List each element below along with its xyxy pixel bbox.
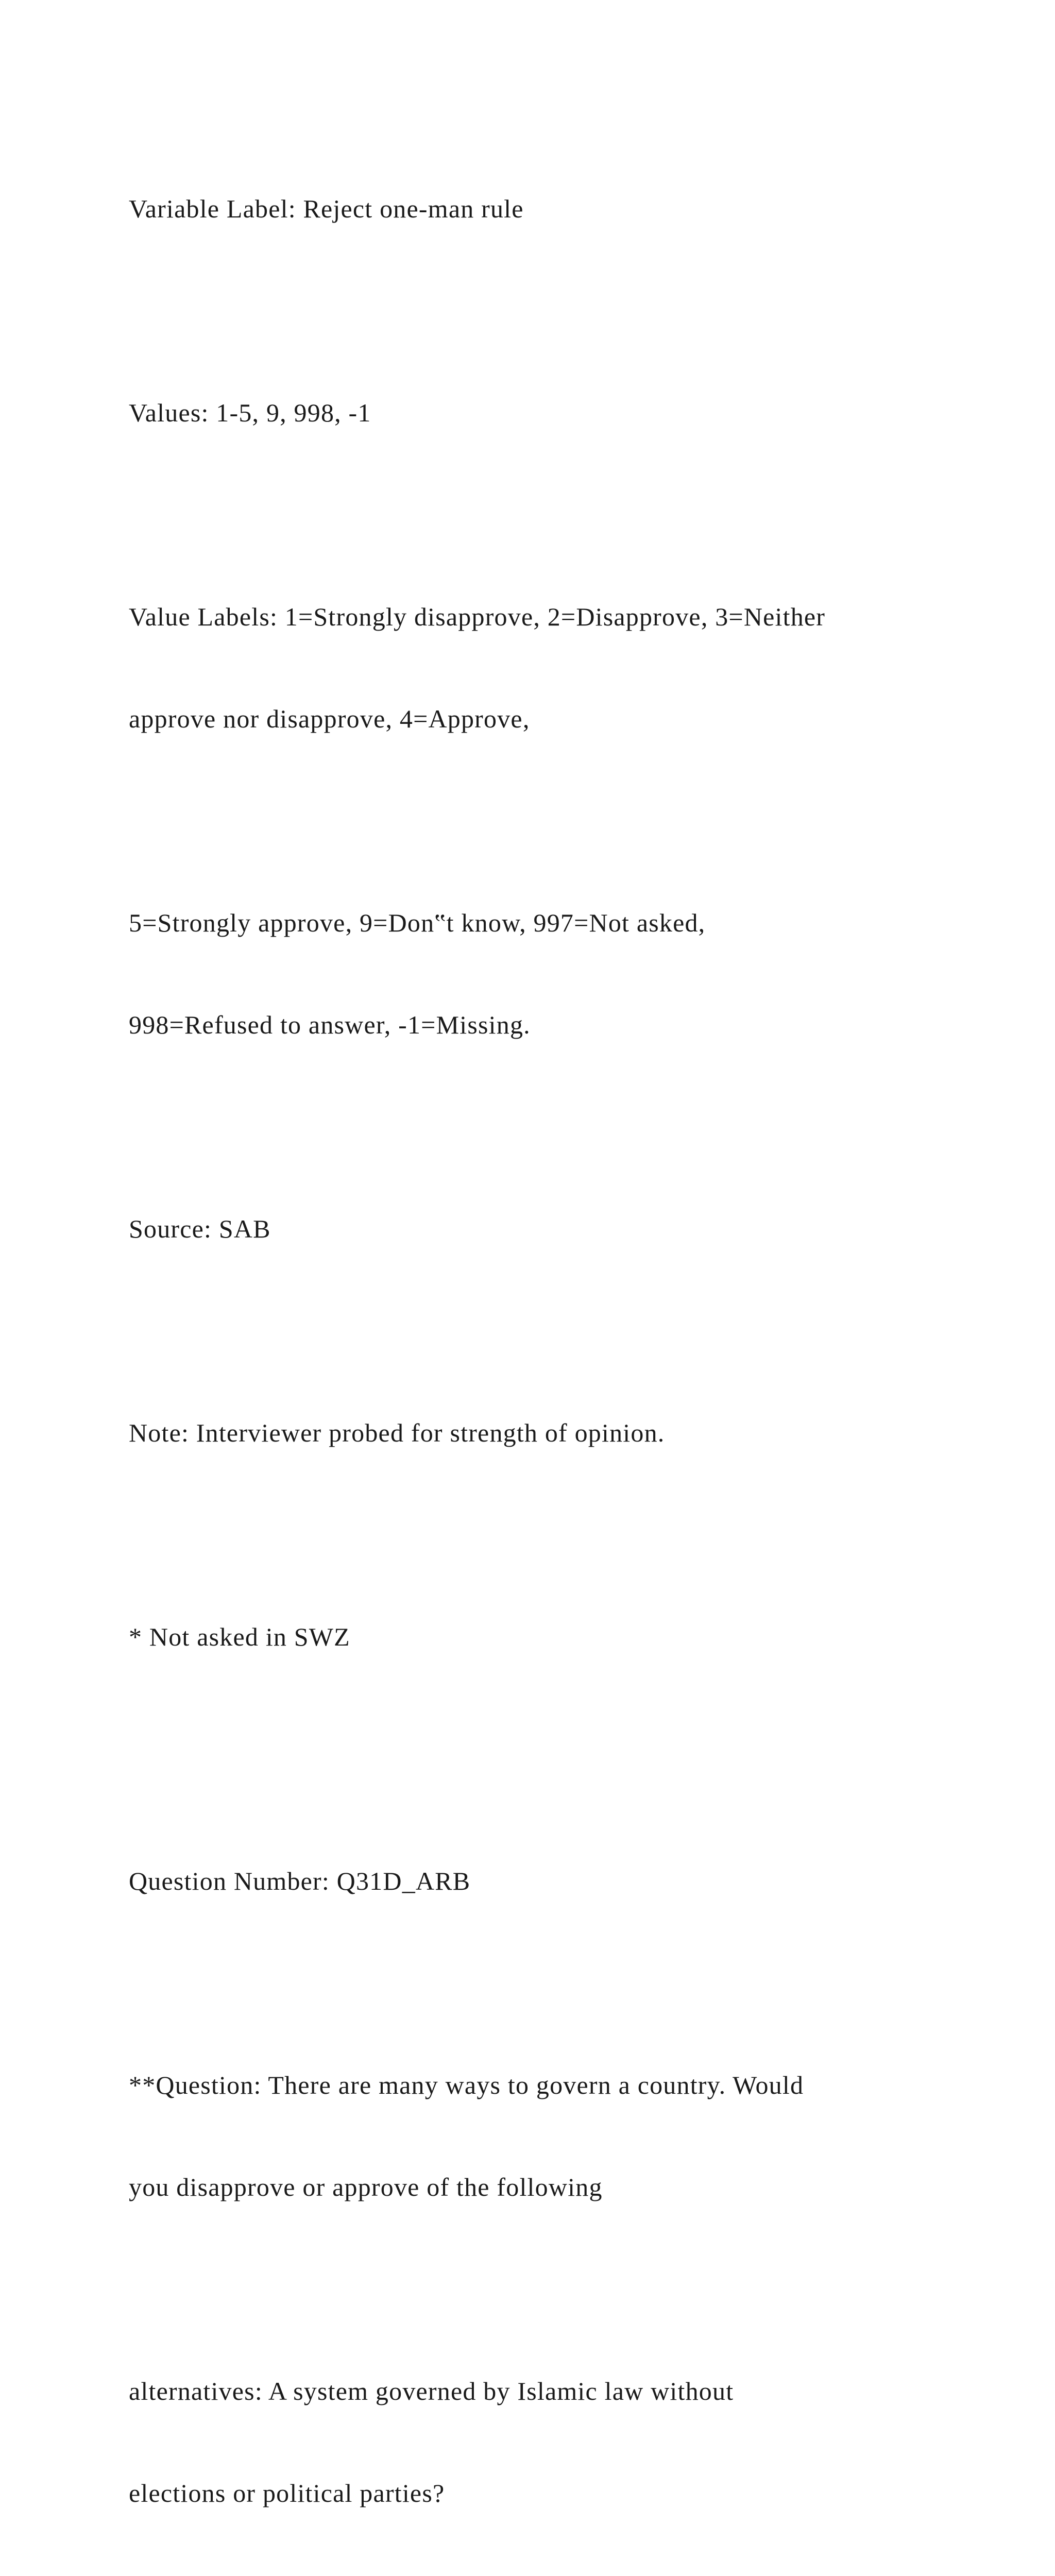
- note-text: Note: Interviewer probed for strength of opinion.: [129, 1418, 665, 1447]
- values-text: Values: 1-5, 9, 998, -1: [129, 398, 371, 427]
- footnote-text: * Not asked in SWZ: [129, 1622, 350, 1651]
- values: [129, 328, 953, 498]
- value-labels-line: 998=Refused to answer, -1=Missing.: [129, 1010, 531, 1039]
- question-number: [129, 1796, 953, 1966]
- question-line: you disapprove or approve of the following: [129, 2173, 603, 2201]
- question-line: elections or political parties?: [129, 2479, 445, 2507]
- question: [129, 2000, 953, 2272]
- variable-label: [129, 124, 953, 294]
- question-continued: [129, 2306, 953, 2576]
- value-labels-continued: [129, 838, 953, 1110]
- document-body: [129, 124, 953, 2576]
- value-labels-line: Value Labels: 1=Strongly disapprove, 2=Disapprove, 3=Neither: [129, 602, 826, 631]
- question-number-text: Question Number: Q31D_ARB: [129, 1867, 471, 1895]
- source: [129, 1144, 953, 1314]
- footnote: [129, 1552, 953, 1722]
- value-labels: [129, 532, 953, 804]
- note: [129, 1348, 953, 1518]
- source-text: Source: SAB: [129, 1214, 271, 1243]
- value-labels-line: approve nor disapprove, 4=Approve,: [129, 704, 530, 733]
- value-labels-line: 5=Strongly approve, 9=Don‟t know, 997=Not asked,: [129, 908, 706, 937]
- variable-label-text: Variable Label: Reject one-man rule: [129, 194, 524, 223]
- section-spacer: [129, 1756, 953, 1796]
- question-line: **Question: There are many ways to govern a country. Would: [129, 2071, 804, 2099]
- question-line: alternatives: A system governed by Islamic law without: [129, 2377, 734, 2405]
